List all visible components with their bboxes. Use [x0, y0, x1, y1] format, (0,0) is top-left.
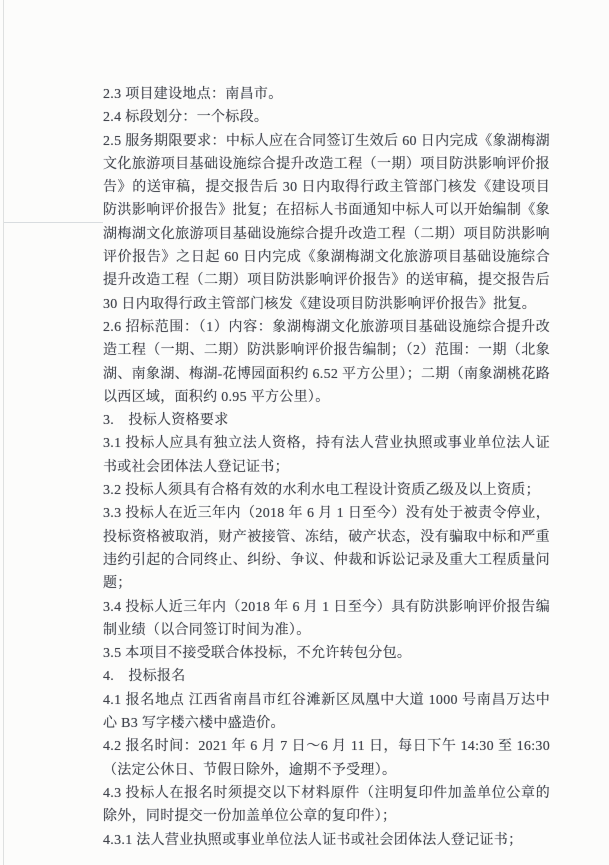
paragraph: 4.1 报名地点 江西省南昌市红谷滩新区凤凰中大道 1000 号南昌万达中心 B3 写字楼六楼中盛造价。 — [103, 692, 550, 732]
paragraph: 2.4 标段划分：一个标段。 — [103, 110, 269, 126]
paragraph: 3.3 投标人在近三年内（2018 年 6 月 1 日至今）没有处于被责令停业，投标资格被取消，财产被接管、冻结，破产状态，没有骗取中标和严重违约引起的合同终止、纠纷、争议、仲裁和诉讼记录及重大工程质量问题； — [103, 506, 550, 592]
document-text-block — [103, 83, 550, 852]
fold-scan-mark — [4, 222, 103, 223]
paragraph: 3. 投标人资格要求 — [103, 413, 229, 429]
paragraph: 2.6 招标范围：（1）内容：象湖梅湖文化旅游项目基础设施综合提升改造工程（一期、二期）防洪影响评价报告编制；（2）范围：一期（北象湖、南象湖、梅湖-花博园面积约 6.52 平方公里）；二期（南象湖桃花路以西区域，面积约 0.95 平方公里）。 — [103, 319, 550, 405]
paragraph: 4. 投标报名 — [103, 669, 186, 685]
paragraph: 4.2 报名时间：2021 年 6 月 7 日～6 月 11 日，每日下午 14:30 至 16:30（法定公休日、节假日除外，逾期不予受理）。 — [103, 739, 550, 778]
paper-edge-scan-line — [3, 0, 4, 865]
paragraph: 4.3.1 法人营业执照或事业单位法人证书或社会团体法人登记证书； — [103, 832, 523, 848]
paragraph: 2.5 服务期限要求：中标人应在合同签订生效后 60 日内完成《象湖梅湖文化旅游项目基础设施综合提升改造工程（一期）项目防洪影响评价报告》的送审稿，提交报告后 30 日内取得行政主管部门核发《建设项目防洪影响评价报告》批复；在招标人书面通知中标人可以开始编制《象湖梅湖文化旅游项目基础设施综合提升改造工程（二期）项目防洪影响评价报告》之日起 60 日内完成《象湖梅湖文化旅游项目基础设施综合提升改造工程（二期）项目防洪影响评价报告》的送审稿，提交报告后 30 日内取得行政主管部门核发《建设项目防洪影响评价报告》批复。 — [103, 133, 550, 312]
paragraph: 3.1 投标人应具有独立法人资格，持有法人营业执照或事业单位法人证书或社会团体法人登记证书； — [103, 436, 550, 475]
paragraph: 2.3 项目建设地点：南昌市。 — [103, 87, 283, 102]
paragraph: 3.5 本项目不接受联合体投标，不允许转包分包。 — [103, 646, 412, 662]
paragraph: 3.2 投标人须具有合格有效的水利水电工程设计资质乙级及以上资质； — [103, 483, 540, 499]
paragraph: 3.4 投标人近三年内（2018 年 6 月 1 日至今）具有防洪影响评价报告编制业绩（以合同签订时间为准）。 — [103, 599, 550, 638]
paragraph: 4.3 投标人在报名时须提交以下材料原件（注明复印件加盖单位公章的除外，同时提交一份加盖单位公章的复印件）； — [103, 785, 550, 825]
